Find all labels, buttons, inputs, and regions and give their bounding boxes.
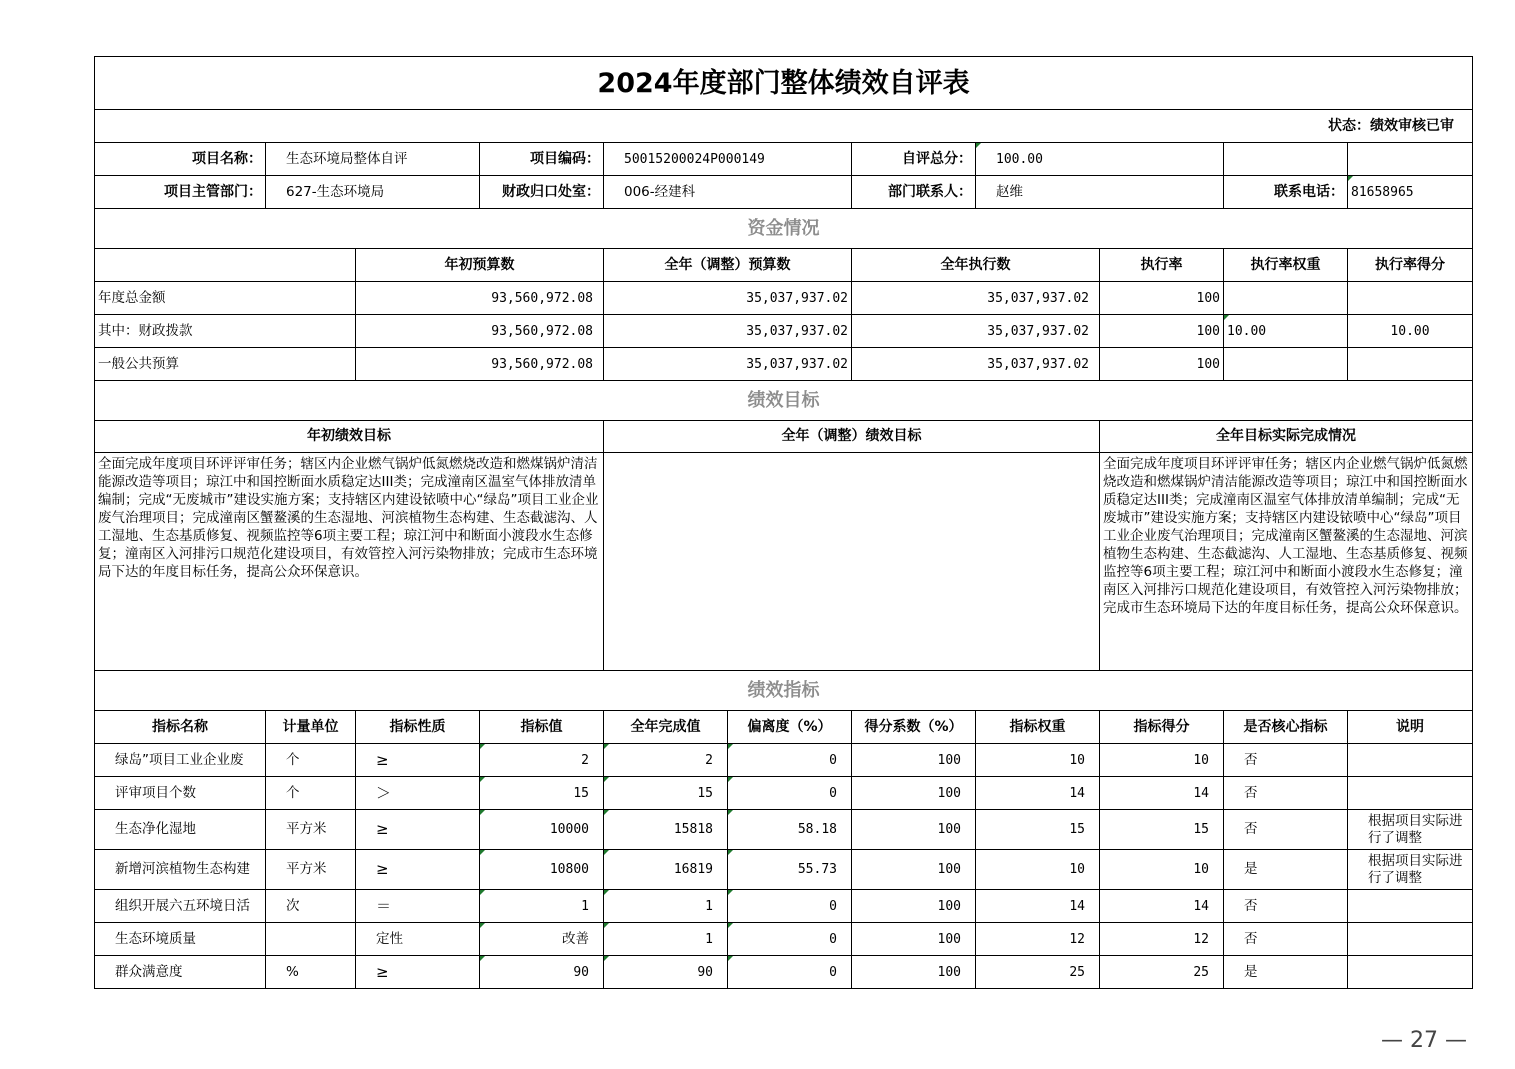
goals-initial-text: 全面完成年度项目环评评审任务；辖区内企业燃气锅炉低氮燃烧改造和燃煤锅炉清洁能源改造等项目；琼江中和国控断面水质稳定达III类；完成潼南区温室气体排放清单编制；完成“无废城市”建设实施方案；支持辖区内建设铱喷中心“绿岛”项目工业企业废气治理项目；完成潼南区蟹鳌溪的生态湿地、河滨植物生态构建、生态截滤沟、人工湿地、生态基质修复、视频监控等6项主要工程；琼江河中和断面小渡段水生态修复；潼南区入河排污口规范化建设项目，有效管控入河污染物排放；完成市生态环境局下达的年度目标任务，提高公众环保意识。 (95, 453, 604, 671)
goals-content-row (95, 453, 1473, 671)
ind-header-nature: 指标性质 (356, 711, 480, 744)
indicator-actual: 2 (604, 744, 728, 777)
project-name-value: 生态环境局整体自评 (266, 143, 480, 176)
ind-header-target: 指标值 (480, 711, 604, 744)
indicator-score: 15 (1100, 810, 1224, 850)
indicator-score: 10 (1100, 850, 1224, 890)
indicator-note (1348, 890, 1473, 923)
indicator-score: 12 (1100, 923, 1224, 956)
indicator-weight: 14 (976, 890, 1100, 923)
indicator-score: 25 (1100, 956, 1224, 989)
indicator-name: 生态环境质量 (95, 923, 266, 956)
funds-header-executed: 全年执行数 (852, 249, 1100, 282)
indicator-unit: % (266, 956, 356, 989)
indicator-nature: 定性 (356, 923, 480, 956)
indicator-target: 15 (480, 777, 604, 810)
score-value: 100.00 (976, 143, 1224, 176)
funds-score (1348, 282, 1473, 315)
indicator-score: 14 (1100, 777, 1224, 810)
ind-header-unit: 计量单位 (266, 711, 356, 744)
indicator-name: 评审项目个数 (95, 777, 266, 810)
indicator-target: 2 (480, 744, 604, 777)
funds-executed: 35,037,937.02 (852, 282, 1100, 315)
finance-value: 006-经建科 (604, 176, 852, 209)
goals-adjusted-text (604, 453, 1100, 671)
funds-row-name: 年度总金额 (95, 282, 356, 315)
indicator-core: 是 (1224, 956, 1348, 989)
contact-label: 部门联系人： (852, 176, 976, 209)
indicator-deviation: 0 (728, 777, 852, 810)
indicator-note: 根据项目实际进行了调整 (1348, 850, 1473, 890)
ind-header-score: 指标得分 (1100, 711, 1224, 744)
indicator-name: 组织开展六五环境日活 (95, 890, 266, 923)
indicator-nature: ＞ (356, 777, 480, 810)
project-code-value: 50015200024P000149 (604, 143, 852, 176)
funds-rate: 100 (1100, 315, 1224, 348)
goals-header-initial: 年初绩效目标 (95, 421, 604, 453)
funds-header-rate: 执行率 (1100, 249, 1224, 282)
indicator-nature: ≥ (356, 850, 480, 890)
indicator-actual: 1 (604, 923, 728, 956)
ind-header-name: 指标名称 (95, 711, 266, 744)
indicator-unit (266, 923, 356, 956)
indicators-section-title: 绩效指标 (95, 671, 1473, 711)
goals-header-adjusted: 全年（调整）绩效目标 (604, 421, 1100, 453)
phone-value: 81658965 (1348, 176, 1473, 209)
funds-row (95, 282, 1473, 315)
funds-header-score: 执行率得分 (1348, 249, 1473, 282)
indicator-name: 绿岛”项目工业企业废 (95, 744, 266, 777)
indicator-name: 新增河滨植物生态构建 (95, 850, 266, 890)
funds-executed: 35,037,937.02 (852, 348, 1100, 381)
indicator-core: 否 (1224, 744, 1348, 777)
indicator-actual: 15818 (604, 810, 728, 850)
indicator-actual: 15 (604, 777, 728, 810)
empty-header-cell (95, 249, 356, 282)
funds-row (95, 348, 1473, 381)
ind-header-note: 说明 (1348, 711, 1473, 744)
indicator-core: 否 (1224, 777, 1348, 810)
funds-adjusted: 35,037,937.02 (604, 348, 852, 381)
funds-score: 10.00 (1348, 315, 1473, 348)
indicator-weight: 25 (976, 956, 1100, 989)
indicator-score: 10 (1100, 744, 1224, 777)
indicator-row (95, 890, 1473, 923)
indicator-nature: ＝ (356, 890, 480, 923)
indicator-row (95, 744, 1473, 777)
indicator-note (1348, 956, 1473, 989)
indicator-target: 10000 (480, 810, 604, 850)
indicators-header-row (95, 711, 1473, 744)
indicator-core: 否 (1224, 923, 1348, 956)
ind-header-deviation: 偏离度（%） (728, 711, 852, 744)
indicator-coef: 100 (852, 777, 976, 810)
funds-row-name: 其中：财政拨款 (95, 315, 356, 348)
project-code-label: 项目编码： (480, 143, 604, 176)
funds-executed: 35,037,937.02 (852, 315, 1100, 348)
empty-cell (1348, 143, 1473, 176)
indicator-note: 根据项目实际进行了调整 (1348, 810, 1473, 850)
funds-initial: 93,560,972.08 (356, 348, 604, 381)
indicator-note (1348, 777, 1473, 810)
indicator-target: 改善 (480, 923, 604, 956)
indicator-deviation: 0 (728, 744, 852, 777)
indicator-weight: 10 (976, 744, 1100, 777)
funds-header-weight: 执行率权重 (1224, 249, 1348, 282)
funds-row (95, 315, 1473, 348)
indicator-core: 是 (1224, 850, 1348, 890)
indicator-weight: 10 (976, 850, 1100, 890)
goals-header-actual: 全年目标实际完成情况 (1100, 421, 1473, 453)
indicator-actual: 90 (604, 956, 728, 989)
funds-weight (1224, 282, 1348, 315)
funds-header-adjusted: 全年（调整）预算数 (604, 249, 852, 282)
indicator-name: 生态净化湿地 (95, 810, 266, 850)
funds-adjusted: 35,037,937.02 (604, 315, 852, 348)
indicator-deviation: 55.73 (728, 850, 852, 890)
dept-value: 627-生态环境局 (266, 176, 480, 209)
info-row-2 (95, 176, 1473, 209)
funds-section-title: 资金情况 (95, 209, 1473, 249)
info-row-1 (95, 143, 1473, 176)
goals-header-row (95, 421, 1473, 453)
indicator-unit: 平方米 (266, 810, 356, 850)
indicator-weight: 15 (976, 810, 1100, 850)
goals-actual-text: 全面完成年度项目环评评审任务；辖区内企业燃气锅炉低氮燃烧改造和燃煤锅炉清洁能源改造等项目；琼江中和国控断面水质稳定达III类；完成潼南区温室气体排放清单编制；完成“无废城市”建设实施方案；支持辖区内建设铱喷中心“绿岛”项目工业企业废气治理项目；完成潼南区蟹鳌溪的生态湿地、河滨植物生态构建、生态截滤沟、人工湿地、生态基质修复、视频监控等6项主要工程；琼江河中和断面小渡段水生态修复；潼南区入河排污口规范化建设项目，有效管控入河污染物排放；完成市生态环境局下达的年度目标任务，提高公众环保意识。 (1100, 453, 1473, 671)
indicator-coef: 100 (852, 923, 976, 956)
indicator-row (95, 923, 1473, 956)
indicator-row (95, 850, 1473, 890)
funds-rate: 100 (1100, 282, 1224, 315)
indicator-note (1348, 744, 1473, 777)
indicator-core: 否 (1224, 890, 1348, 923)
goals-section-title: 绩效目标 (95, 381, 1473, 421)
funds-rate: 100 (1100, 348, 1224, 381)
indicator-deviation: 58.18 (728, 810, 852, 850)
indicator-actual: 16819 (604, 850, 728, 890)
indicator-deviation: 0 (728, 923, 852, 956)
indicator-row (95, 777, 1473, 810)
funds-row-name: 一般公共预算 (95, 348, 356, 381)
indicator-row (95, 956, 1473, 989)
indicator-unit: 次 (266, 890, 356, 923)
indicator-coef: 100 (852, 810, 976, 850)
indicator-coef: 100 (852, 956, 976, 989)
indicator-nature: ≥ (356, 956, 480, 989)
ind-header-weight: 指标权重 (976, 711, 1100, 744)
indicator-coef: 100 (852, 744, 976, 777)
phone-label: 联系电话： (1224, 176, 1348, 209)
indicator-unit: 平方米 (266, 850, 356, 890)
page-title: 2024年度部门整体绩效自评表 (95, 57, 1473, 110)
ind-header-actual: 全年完成值 (604, 711, 728, 744)
indicator-target: 10800 (480, 850, 604, 890)
funds-weight: 10.00 (1224, 315, 1348, 348)
indicator-deviation: 0 (728, 890, 852, 923)
page-number: — 27 — (1381, 1028, 1467, 1053)
indicator-unit: 个 (266, 744, 356, 777)
ind-header-coef: 得分系数（%） (852, 711, 976, 744)
indicator-weight: 12 (976, 923, 1100, 956)
indicator-coef: 100 (852, 850, 976, 890)
indicator-unit: 个 (266, 777, 356, 810)
indicator-actual: 1 (604, 890, 728, 923)
indicator-deviation: 0 (728, 956, 852, 989)
indicator-target: 1 (480, 890, 604, 923)
indicator-target: 90 (480, 956, 604, 989)
indicator-core: 否 (1224, 810, 1348, 850)
indicator-note (1348, 923, 1473, 956)
project-name-label: 项目名称： (95, 143, 266, 176)
dept-label: 项目主管部门： (95, 176, 266, 209)
funds-initial: 93,560,972.08 (356, 315, 604, 348)
indicator-nature: ≥ (356, 810, 480, 850)
indicator-weight: 14 (976, 777, 1100, 810)
ind-header-core: 是否核心指标 (1224, 711, 1348, 744)
funds-weight (1224, 348, 1348, 381)
indicator-nature: ≥ (356, 744, 480, 777)
status-badge: 状态：绩效审核已审 (95, 110, 1473, 143)
indicator-name: 群众满意度 (95, 956, 266, 989)
performance-evaluation-table (94, 56, 1473, 989)
finance-label: 财政归口处室： (480, 176, 604, 209)
score-label: 自评总分： (852, 143, 976, 176)
funds-adjusted: 35,037,937.02 (604, 282, 852, 315)
empty-cell (1224, 143, 1348, 176)
funds-header-row (95, 249, 1473, 282)
indicator-coef: 100 (852, 890, 976, 923)
indicator-row (95, 810, 1473, 850)
funds-score (1348, 348, 1473, 381)
contact-value: 赵维 (976, 176, 1224, 209)
funds-header-initial: 年初预算数 (356, 249, 604, 282)
funds-initial: 93,560,972.08 (356, 282, 604, 315)
indicator-score: 14 (1100, 890, 1224, 923)
